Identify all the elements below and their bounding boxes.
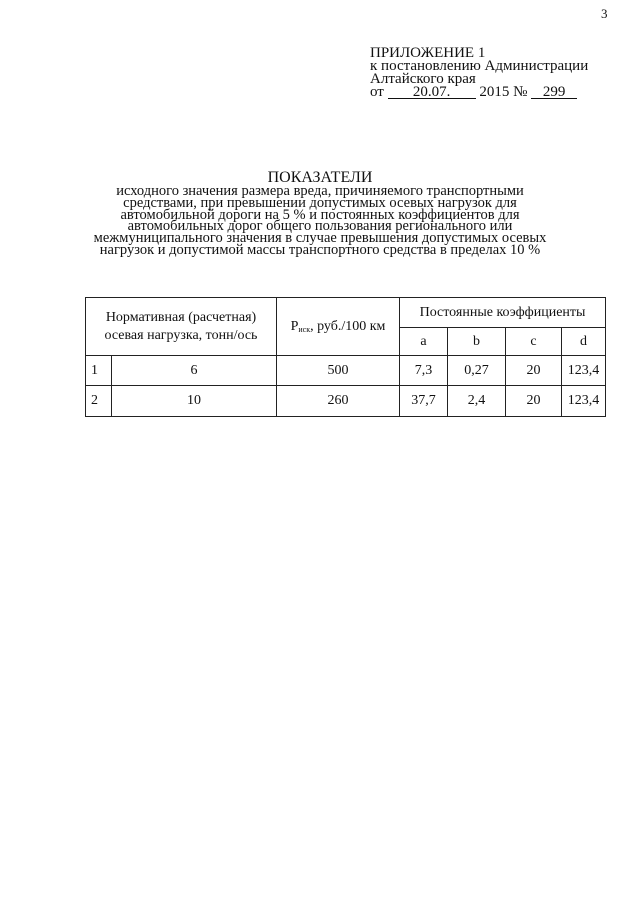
title-line: автомобильных дорог общего пользования регионального или bbox=[127, 218, 513, 235]
header-coef-b: b bbox=[448, 328, 506, 356]
page-number: 3 bbox=[601, 6, 608, 21]
header-p-symbol: P bbox=[290, 318, 299, 334]
cell-a: 7,3 bbox=[400, 356, 448, 386]
header-coef-c: c bbox=[506, 328, 562, 356]
title-line: нагрузок и допустимой массы транспортного средства в пределах 10 % bbox=[99, 241, 541, 258]
header-load: Нормативная (расчетная) осевая нагрузка, тонн/ось bbox=[86, 298, 277, 356]
header-coef-d: d bbox=[562, 328, 606, 356]
cell-d: 123,4 bbox=[562, 386, 606, 417]
row-number: 1 bbox=[86, 356, 112, 386]
header-p-unit: , руб./100 км bbox=[310, 318, 386, 334]
cell-c: 20 bbox=[506, 386, 562, 417]
cell-p: 500 bbox=[277, 356, 400, 386]
title-line: автомобильной дороги на 5 % и постоянных коэффициентов для bbox=[120, 206, 520, 223]
header-coefficients: Постоянные коэффициенты bbox=[400, 298, 606, 328]
title-line: исходного значения размера вреда, причиняемого транспортными bbox=[116, 183, 524, 199]
header-coef-a: a bbox=[400, 328, 448, 356]
resolution-year: 2015 bbox=[479, 84, 510, 100]
header-p bbox=[277, 298, 400, 356]
table-row bbox=[86, 386, 606, 417]
number-sign: № bbox=[513, 84, 528, 100]
cell-p: 260 bbox=[277, 386, 400, 417]
cell-a: 37,7 bbox=[400, 386, 448, 417]
appendix-region: Алтайского края bbox=[370, 71, 476, 87]
table-row bbox=[86, 356, 606, 386]
title-line: средствами, при превышении допустимых осевых нагрузок для bbox=[123, 194, 517, 211]
document-title bbox=[60, 170, 580, 257]
appendix-date-line bbox=[370, 86, 588, 99]
cell-load: 10 bbox=[112, 386, 277, 417]
appendix-resolution: к постановлению Администрации bbox=[370, 58, 589, 74]
row-number: 2 bbox=[86, 386, 112, 417]
title-line: межмуниципального значения в случае превышения допустимых осевых bbox=[93, 230, 547, 247]
cell-d: 123,4 bbox=[562, 356, 606, 386]
resolution-number: 299 bbox=[531, 86, 577, 99]
resolution-date: 20.07. bbox=[388, 86, 476, 99]
cell-b: 0,27 bbox=[448, 356, 506, 386]
appendix-block bbox=[370, 47, 588, 99]
date-prefix: от bbox=[370, 84, 384, 100]
coefficients-table bbox=[85, 297, 606, 417]
header-p-subscript: иск bbox=[298, 324, 311, 334]
cell-b: 2,4 bbox=[448, 386, 506, 417]
appendix-title: ПРИЛОЖЕНИЕ 1 bbox=[370, 45, 486, 61]
title-main: ПОКАЗАТЕЛИ bbox=[267, 169, 373, 186]
cell-c: 20 bbox=[506, 356, 562, 386]
cell-load: 6 bbox=[112, 356, 277, 386]
